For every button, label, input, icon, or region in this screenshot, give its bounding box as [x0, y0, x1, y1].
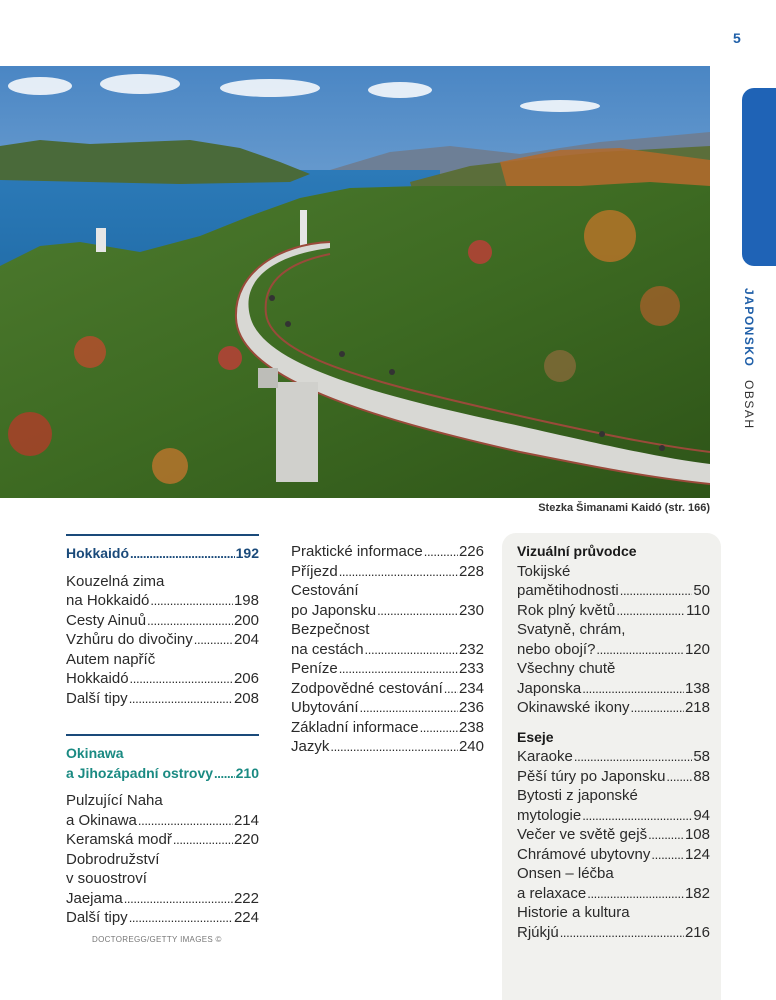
side-country: JAPONSKO: [742, 288, 756, 368]
side-section: OBSAH: [742, 380, 756, 430]
toc-entry[interactable]: Další tipy . . . 208: [66, 689, 259, 709]
toc-entry-cont[interactable]: na Hokkaidó . . . 198: [66, 591, 259, 611]
toc-entry[interactable]: Onsen – léčba: [517, 865, 614, 882]
section-heading-hokkaido[interactable]: Hokkaidó . . . 192: [66, 534, 259, 564]
toc-entry[interactable]: Svatyně, chrám,: [517, 621, 626, 638]
toc-entry[interactable]: Historie a kultura: [517, 904, 630, 921]
chapter-tab[interactable]: [742, 88, 776, 266]
cover-photo: [0, 66, 710, 498]
section-heading-okinawa[interactable]: Okinawa a Jihozápadní ostrovy . . . 210: [66, 734, 259, 783]
toc-entry[interactable]: Rok plný květů . . . 110: [517, 601, 710, 621]
toc-entry[interactable]: Další tipy . . . 224: [66, 908, 259, 928]
toc-entry-cont[interactable]: mytologie . . . 94: [517, 806, 710, 826]
photo-credit: DOCTOREGG/GETTY IMAGES ©: [92, 935, 222, 944]
toc-entry[interactable]: Chrámové ubytovny . . . 124: [517, 845, 710, 865]
toc-entry[interactable]: Karaoke . . . 58: [517, 747, 710, 767]
toc-entry[interactable]: Bytosti z japonské: [517, 787, 638, 804]
toc-entry[interactable]: Okinawské ikony . . . 218: [517, 698, 710, 718]
photo-caption: Stezka Šimanami Kaidó (str. 166): [538, 502, 710, 514]
toc-entry[interactable]: Pěší túry po Japonsku . . . 88: [517, 767, 710, 787]
toc-entry[interactable]: Zodpovědné cestování . . . 234: [291, 679, 484, 699]
toc-entry[interactable]: Příjezd . . . 228: [291, 562, 484, 582]
toc-entry-cont[interactable]: v souostroví: [66, 870, 147, 887]
toc-entry-cont[interactable]: pamětihodnosti . . . 50: [517, 581, 710, 601]
toc-entry[interactable]: Praktické informace . . . 226: [291, 542, 484, 562]
side-running-head: [742, 288, 756, 430]
toc-column-2: [291, 542, 484, 757]
toc-entry[interactable]: Jazyk . . . 240: [291, 737, 484, 757]
visual-guide-heading: Vizuální průvodce: [517, 543, 637, 559]
toc-entry-cont[interactable]: po Japonsku . . . 230: [291, 601, 484, 621]
toc-entry-cont[interactable]: Rjúkjú . . . 216: [517, 923, 710, 943]
toc-entry-cont[interactable]: nebo obojí? . . . 120: [517, 640, 710, 660]
toc-entry[interactable]: Autem napříč: [66, 650, 156, 668]
toc-entry[interactable]: Cestování: [291, 582, 359, 599]
toc-entry-cont[interactable]: Japonska . . . 138: [517, 679, 710, 699]
toc-entry[interactable]: Všechny chutě: [517, 660, 616, 677]
toc-entry-cont[interactable]: a relaxace . . . 182: [517, 884, 710, 904]
toc-entry-cont[interactable]: Jaejama . . . 222: [66, 889, 259, 909]
toc-entry-cont[interactable]: na cestách . . . 232: [291, 640, 484, 660]
toc-entry[interactable]: Keramská modř . . . 220: [66, 830, 259, 850]
toc-entry[interactable]: Pulzující Naha: [66, 792, 163, 809]
toc-column-1: [66, 534, 259, 928]
toc-entry[interactable]: Peníze . . . 233: [291, 659, 484, 679]
toc-entry[interactable]: Cesty Ainuů . . . 200: [66, 611, 259, 631]
page-number: 5: [733, 30, 741, 46]
toc-entry-cont[interactable]: Hokkaidó . . . 206: [66, 669, 259, 689]
toc-entry[interactable]: Dobrodružství: [66, 850, 160, 868]
toc-entry[interactable]: Ubytování . . . 236: [291, 698, 484, 718]
essays-heading: Eseje: [517, 728, 554, 745]
toc-entry-cont[interactable]: a Okinawa . . . 214: [66, 811, 259, 831]
toc-entry[interactable]: Večer ve světě gejš . . . 108: [517, 825, 710, 845]
toc-entry[interactable]: Vzhůru do divočiny . . . 204: [66, 630, 259, 650]
toc-entry[interactable]: Základní informace . . . 238: [291, 718, 484, 738]
toc-sidebar-box: [502, 533, 721, 1000]
toc-entry[interactable]: Bezpečnost: [291, 621, 370, 638]
toc-entry[interactable]: Kouzelná zima: [66, 572, 165, 590]
toc-entry[interactable]: Tokijské: [517, 562, 571, 580]
